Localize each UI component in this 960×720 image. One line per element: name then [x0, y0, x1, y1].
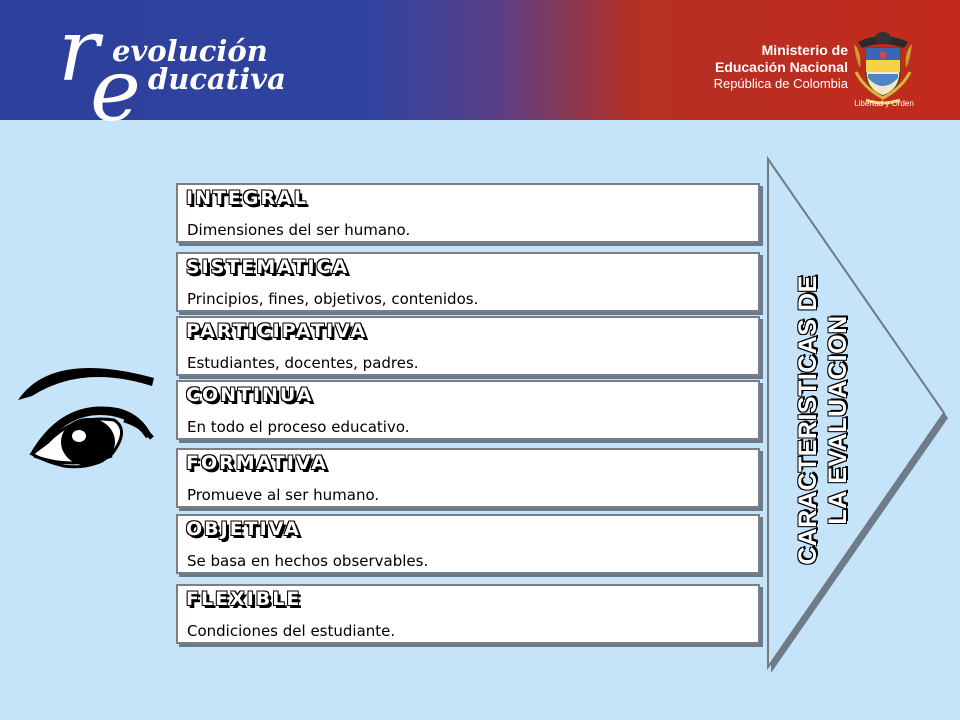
right-arrow-shape	[760, 155, 960, 680]
motto-text: Libertad y Orden	[854, 99, 914, 108]
characteristic-continua	[176, 380, 760, 440]
ministry-line1: Ministerio de	[761, 42, 848, 58]
characteristic-title: PARTICIPATIVA	[186, 320, 368, 342]
logo-word-revolucion: evolución	[112, 34, 268, 68]
characteristic-title: CONTINUA	[186, 384, 314, 406]
characteristic-title: FORMATIVA	[186, 452, 329, 474]
ministry-line3: República de Colombia	[713, 75, 848, 91]
characteristic-description: Condiciones del estudiante.	[187, 622, 396, 640]
characteristic-participativa	[176, 316, 760, 376]
characteristic-description: Estudiantes, docentes, padres.	[187, 354, 419, 372]
ministry-name	[714, 42, 848, 91]
characteristic-title: SISTEMATICA	[186, 256, 350, 278]
header-banner	[0, 0, 960, 141]
characteristic-integral	[176, 183, 760, 243]
characteristic-description: Dimensiones del ser humano.	[187, 221, 411, 239]
characteristic-title: INTEGRAL	[186, 187, 308, 209]
revolucion-educativa-logo	[50, 1, 290, 141]
characteristic-title: FLEXIBLE	[186, 588, 302, 610]
characteristic-formativa	[176, 448, 760, 508]
characteristic-title: OBJETIVA	[186, 518, 301, 540]
characteristic-flexible	[176, 584, 760, 644]
arrow-label	[793, 220, 853, 620]
eye-icon	[12, 350, 162, 480]
logo-initial-r: r	[58, 1, 100, 101]
ministry-line2: Educación Nacional	[714, 58, 848, 75]
characteristic-description: Principios, fines, objetivos, contenidos.	[187, 290, 479, 308]
colombia-coat-of-arms-icon	[852, 28, 914, 106]
characteristic-objetiva	[176, 514, 760, 574]
arrow-label-line1: CARACTERISTICAS DE	[794, 275, 822, 565]
characteristic-description: Se basa en hechos observables.	[187, 552, 429, 570]
logo-initial-e: e	[90, 41, 141, 141]
characteristic-description: Promueve al ser humano.	[187, 486, 380, 504]
characteristic-description: En todo el proceso educativo.	[187, 418, 410, 436]
logo-word-educativa: ducativa	[148, 62, 286, 96]
arrow-label-line2: LA EVALUACION	[824, 315, 852, 525]
characteristic-sistematica	[176, 252, 760, 312]
